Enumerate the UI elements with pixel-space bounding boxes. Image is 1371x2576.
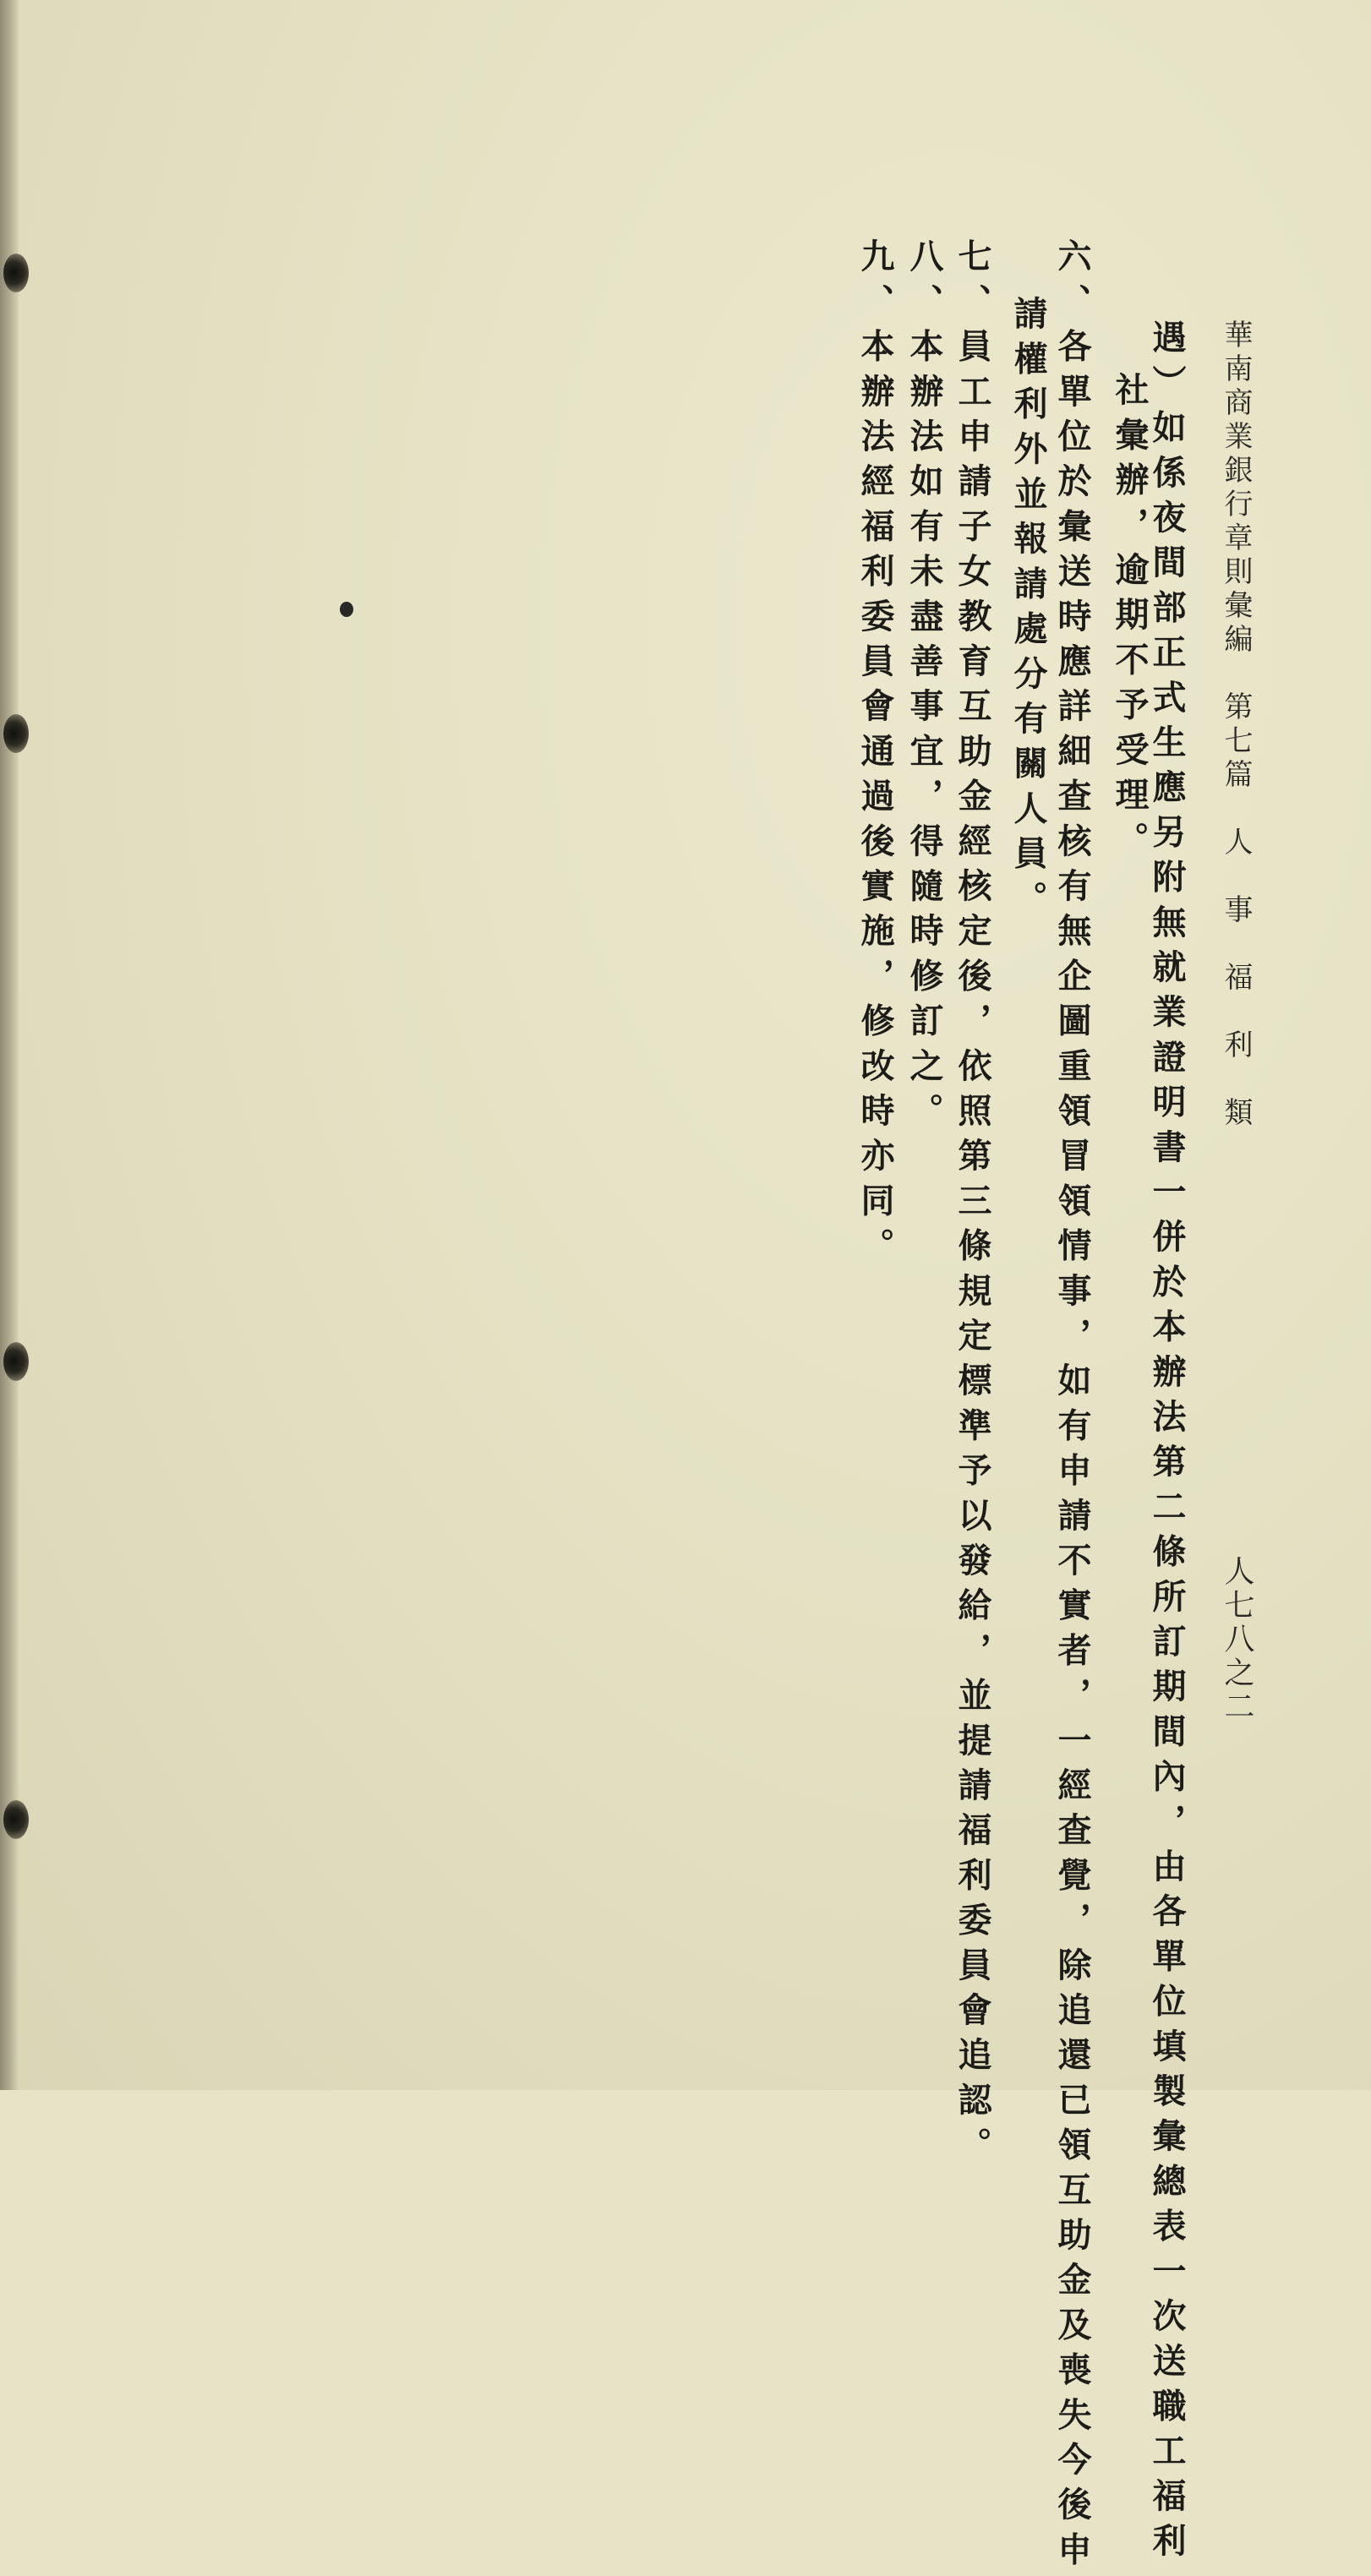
text-line: 請權利外並報請處分有關人員。	[1008, 296, 1048, 925]
text-line: 社彙辦，逾期不予受理。	[1110, 372, 1150, 867]
clause-6: 六、各單位於彙送時應詳細查核有無企圖重領冒領情事，如有申請不實者，一經查覺，除追還已領互助金及喪失今後申	[1052, 238, 1092, 2576]
binding-hole	[3, 1800, 29, 1839]
binding-edge	[0, 0, 19, 2090]
clause-8: 八、本辦法如有未盡善事宜，得隨時修訂之。	[904, 238, 944, 1138]
ink-spot	[340, 602, 353, 617]
running-header: 華南商業銀行章則彙編 第七篇 人 事 福 利 類	[1219, 319, 1253, 1131]
binding-hole	[3, 714, 29, 753]
binding-hole	[3, 254, 29, 292]
binding-hole	[3, 1342, 29, 1381]
clause-7: 七、員工申請子女教育互助金經核定後，依照第三條規定標準予以發給，並提請福利委員會追認。	[953, 238, 992, 2172]
clause-9: 九、本辦法經福利委員會通過後實施，修改時亦同。	[855, 238, 895, 1273]
text-line: 遇）如係夜間部正式生應另附無就業證明書一併於本辦法第二條所訂期間內，由各單位填製彙總表一次送職工福利	[1147, 319, 1187, 2568]
page-number: 人七八之二	[1220, 1555, 1254, 1724]
